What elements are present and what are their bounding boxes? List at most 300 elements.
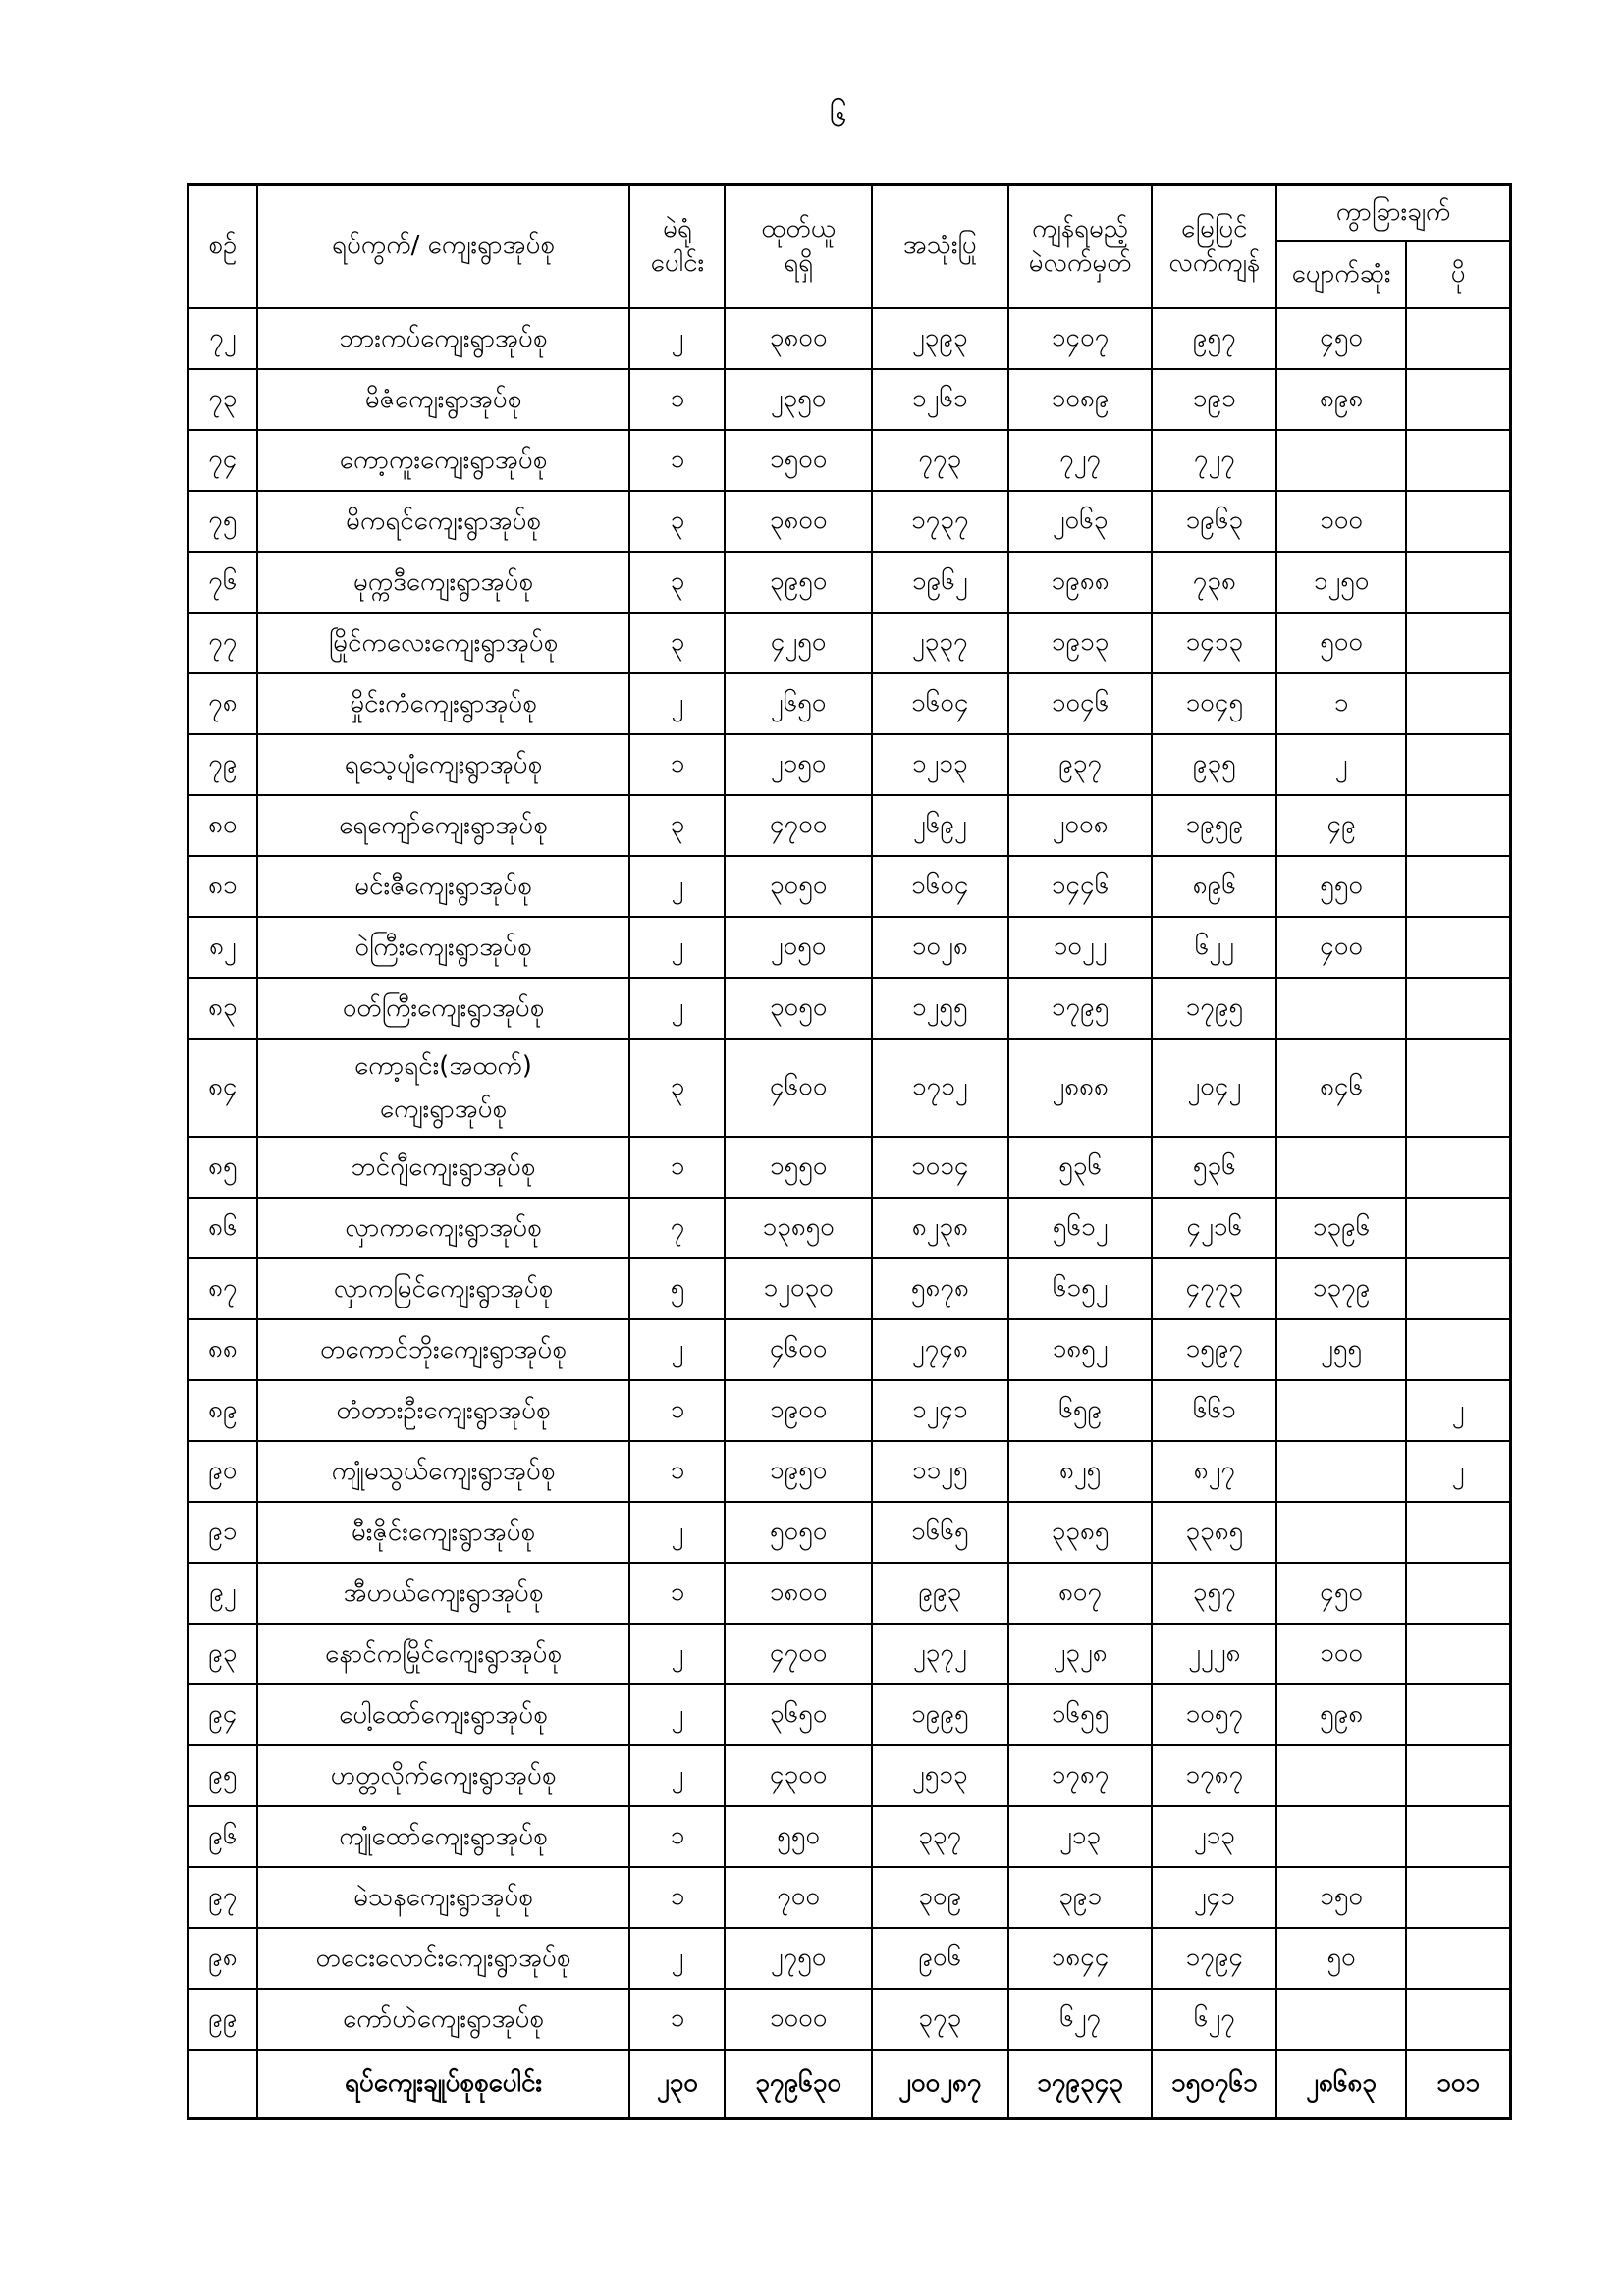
cell-used: ၁၆၀၄ <box>872 673 1008 734</box>
village-name-line1: အီဟယ်ကျေးရွာအုပ်စု <box>343 1577 544 1608</box>
cell-remaining: ၁၈၅၂ <box>1008 1319 1153 1380</box>
village-name-line1: မှိုင်းကံကျေးရွာအုပ်စု <box>350 688 537 719</box>
cell-remaining: ၁၄၄၆ <box>1008 856 1153 917</box>
cell-used: ၁၆၀၄ <box>872 856 1008 917</box>
cell-used: ၂၅၁၃ <box>872 1745 1008 1806</box>
total-cell-ground: ၁၅၀၇၆၁ <box>1152 2050 1276 2118</box>
cell-used: ၃၇၃ <box>872 1989 1008 2050</box>
village-name-line1: ဟတ္တလိုက်ကျေးရွာအုပ်စု <box>330 1760 557 1790</box>
cell-no: ၈၂ <box>189 917 257 978</box>
cell-ground: ၁၇၉၄ <box>1152 1928 1276 1989</box>
cell-extra <box>1406 1502 1510 1563</box>
cell-issued: ၁၈၀၀ <box>725 1563 872 1624</box>
cell-lost <box>1276 1441 1406 1502</box>
cell-lost: ၁၀၀ <box>1276 1624 1406 1684</box>
village-name-line1: မိကရင်ကျေးရွာအုပ်စု <box>346 506 541 536</box>
cell-lost: ၈၉၈ <box>1276 369 1406 430</box>
table-row <box>189 673 1511 734</box>
cell-ground: ၁၀၄၅ <box>1152 673 1276 734</box>
cell-stations: ၂ <box>629 1928 725 1989</box>
cell-stations: ၁ <box>629 1137 725 1198</box>
cell-stations: ၃ <box>629 613 725 673</box>
cell-used: ၂၇၄၈ <box>872 1319 1008 1380</box>
cell-remaining: ၉၃၇ <box>1008 734 1153 795</box>
cell-ground: ၁၇၉၅ <box>1152 978 1276 1039</box>
cell-ground: ၁၉၁ <box>1152 369 1276 430</box>
cell-name <box>257 369 630 430</box>
cell-ground: ၈၂၇ <box>1152 1441 1276 1502</box>
table-row <box>189 1198 1511 1258</box>
cell-name <box>257 978 630 1039</box>
village-name-line1: ရသေ့ပျံကျေးရွာအုပ်စု <box>344 749 543 779</box>
cell-no: ၇၅ <box>189 491 257 552</box>
cell-name <box>257 856 630 917</box>
cell-stations: ၁ <box>629 369 725 430</box>
cell-no: ၉၉ <box>189 1989 257 2050</box>
cell-name <box>257 1380 630 1441</box>
cell-issued: ၃၈၀၀ <box>725 308 872 369</box>
cell-ground: ၃၅၇ <box>1152 1563 1276 1624</box>
cell-no: ၈၈ <box>189 1319 257 1380</box>
cell-lost: ၁၃၉၆ <box>1276 1198 1406 1258</box>
cell-ground: ၆၆၁ <box>1152 1380 1276 1441</box>
village-name-line1: ပေါ့ထော်ကျေးရွာအုပ်စု <box>339 1699 548 1730</box>
cell-used: ၉၀၆ <box>872 1928 1008 1989</box>
cell-issued: ၁၅၅၀ <box>725 1137 872 1198</box>
table-row <box>189 1867 1511 1928</box>
cell-remaining: ၈၀၇ <box>1008 1563 1153 1624</box>
table-total-body <box>189 2050 1511 2118</box>
total-cell-issued: ၃၇၉၆၃၀ <box>725 2050 872 2118</box>
cell-ground: ၇၃၈ <box>1152 552 1276 613</box>
cell-used: ၅၈၇၈ <box>872 1258 1008 1319</box>
cell-name <box>257 613 630 673</box>
cell-extra <box>1406 308 1510 369</box>
cell-name <box>257 1806 630 1867</box>
cell-extra <box>1406 613 1510 673</box>
cell-name <box>257 1319 630 1380</box>
header-ground-line1: မြေပြင် <box>1180 213 1248 243</box>
cell-lost: ၁၅၀ <box>1276 1867 1406 1928</box>
cell-extra <box>1406 795 1510 856</box>
cell-extra <box>1406 1198 1510 1258</box>
cell-name <box>257 491 630 552</box>
cell-stations: ၁ <box>629 1806 725 1867</box>
cell-extra <box>1406 552 1510 613</box>
cell-issued: ၄၆၀၀ <box>725 1319 872 1380</box>
cell-stations: ၂ <box>629 917 725 978</box>
cell-remaining: ၆၅၉ <box>1008 1380 1153 1441</box>
header-remaining-line1: ကျန်ရမည့် <box>1032 213 1128 243</box>
cell-lost: ၂ <box>1276 734 1406 795</box>
cell-no: ၈၆ <box>189 1198 257 1258</box>
cell-stations: ၂ <box>629 856 725 917</box>
cell-remaining: ၂၀၀၈ <box>1008 795 1153 856</box>
cell-remaining: ၁၇၉၅ <box>1008 978 1153 1039</box>
cell-issued: ၃၀၅၀ <box>725 978 872 1039</box>
cell-lost: ၄၅၀ <box>1276 1563 1406 1624</box>
cell-used: ၁၇၁၂ <box>872 1039 1008 1137</box>
cell-no: ၈၅ <box>189 1137 257 1198</box>
cell-stations: ၃ <box>629 1039 725 1137</box>
cell-name <box>257 1684 630 1745</box>
cell-issued: ၁၉၅၀ <box>725 1441 872 1502</box>
header-ground-balance <box>1152 185 1276 309</box>
table-row <box>189 856 1511 917</box>
cell-lost <box>1276 1745 1406 1806</box>
cell-remaining: ၃၉၁ <box>1008 1867 1153 1928</box>
header-used: အသုံးပြု <box>872 185 1008 309</box>
cell-extra <box>1406 1867 1510 1928</box>
cell-issued: ၄၇၀၀ <box>725 1624 872 1684</box>
table-row <box>189 1380 1511 1441</box>
cell-remaining: ၅၃၆ <box>1008 1137 1153 1198</box>
cell-issued: ၃၉၅၀ <box>725 552 872 613</box>
cell-name <box>257 1867 630 1928</box>
village-name-line1: ကော့ရင်း(အထက်) <box>353 1050 532 1081</box>
cell-lost <box>1276 1380 1406 1441</box>
cell-used: ၃၀၉ <box>872 1867 1008 1928</box>
cell-issued: ၂၁၅၀ <box>725 734 872 795</box>
table-row <box>189 1258 1511 1319</box>
cell-stations: ၇ <box>629 1198 725 1258</box>
cell-extra: ၂ <box>1406 1380 1510 1441</box>
cell-ground: ၆၂၇ <box>1152 1989 1276 2050</box>
cell-lost: ၅၀ <box>1276 1928 1406 1989</box>
cell-issued: ၄၃၀၀ <box>725 1745 872 1806</box>
table-row <box>189 430 1511 491</box>
cell-used: ၁၇၃၇ <box>872 491 1008 552</box>
cell-remaining: ၆၂၇ <box>1008 1989 1153 2050</box>
cell-lost <box>1276 978 1406 1039</box>
table-row <box>189 1502 1511 1563</box>
table-row <box>189 978 1511 1039</box>
cell-ground: ၂၁၃ <box>1152 1806 1276 1867</box>
cell-extra <box>1406 917 1510 978</box>
cell-no: ၇၈ <box>189 673 257 734</box>
cell-remaining: ၅၆၁၂ <box>1008 1198 1153 1258</box>
cell-lost <box>1276 430 1406 491</box>
cell-stations: ၂ <box>629 1319 725 1380</box>
cell-stations: ၃ <box>629 552 725 613</box>
table-row <box>189 1745 1511 1806</box>
cell-remaining: ၁၄၀၇ <box>1008 308 1153 369</box>
village-name-line1: မီးဇိုင်းကျေးရွာအုပ်စု <box>351 1517 536 1547</box>
village-name-line1: တကောင်ဘိုးကျေးရွာအုပ်စု <box>320 1334 567 1364</box>
table-row <box>189 1684 1511 1745</box>
cell-lost: ၄၉ <box>1276 795 1406 856</box>
cell-no: ၉၃ <box>189 1624 257 1684</box>
cell-stations: ၂ <box>629 673 725 734</box>
cell-name <box>257 1137 630 1198</box>
cell-no: ၇၂ <box>189 308 257 369</box>
village-name-line1: နောင်ကမြိုင်ကျေးရွာအုပ်စု <box>324 1638 562 1669</box>
table-row <box>189 1319 1511 1380</box>
cell-lost: ၁၃၇၉ <box>1276 1258 1406 1319</box>
cell-ground: ၉၅၇ <box>1152 308 1276 369</box>
cell-stations: ၂ <box>629 308 725 369</box>
cell-stations: ၅ <box>629 1258 725 1319</box>
total-cell-used: ၂၀၀၂၈၇ <box>872 2050 1008 2118</box>
cell-extra <box>1406 1684 1510 1745</box>
table-body <box>189 308 1511 2050</box>
cell-lost: ၅၀၀ <box>1276 613 1406 673</box>
cell-no: ၈၇ <box>189 1258 257 1319</box>
table-row <box>189 552 1511 613</box>
village-name-line1: ရေကျော်ကျေးရွာအုပ်စု <box>339 810 548 840</box>
cell-issued: ၅၀၅၀ <box>725 1502 872 1563</box>
cell-used: ၂၆၉၂ <box>872 795 1008 856</box>
cell-used: ၁၆၆၅ <box>872 1502 1008 1563</box>
cell-name <box>257 1624 630 1684</box>
cell-no: ၉၀ <box>189 1441 257 1502</box>
cell-ground: ၉၃၅ <box>1152 734 1276 795</box>
table-row <box>189 613 1511 673</box>
cell-name <box>257 1502 630 1563</box>
cell-stations: ၃ <box>629 491 725 552</box>
cell-name <box>257 1745 630 1806</box>
cell-issued: ၂၃၅၀ <box>725 369 872 430</box>
cell-no: ၉၆ <box>189 1806 257 1867</box>
cell-ground: ၁၄၁၃ <box>1152 613 1276 673</box>
cell-lost: ၅၉၈ <box>1276 1684 1406 1745</box>
table-header <box>189 185 1511 309</box>
table-row <box>189 1806 1511 1867</box>
cell-extra <box>1406 1745 1510 1806</box>
table-row <box>189 795 1511 856</box>
village-name-line1: မင်းဇီကျေးရွာအုပ်စု <box>354 871 532 901</box>
cell-extra <box>1406 491 1510 552</box>
table-row <box>189 491 1511 552</box>
cell-stations: ၁ <box>629 1441 725 1502</box>
header-extra: ပို <box>1406 241 1510 308</box>
cell-remaining: ၇၂၇ <box>1008 430 1153 491</box>
cell-name <box>257 552 630 613</box>
cell-extra <box>1406 1989 1510 2050</box>
cell-remaining: ၁၇၈၇ <box>1008 1745 1153 1806</box>
cell-used: ၂၃၇၂ <box>872 1624 1008 1684</box>
total-cell-no <box>189 2050 257 2118</box>
cell-ground: ၁၀၅၇ <box>1152 1684 1276 1745</box>
table-row <box>189 917 1511 978</box>
cell-ground: ၃၃၈၅ <box>1152 1502 1276 1563</box>
cell-remaining: ၂၈၈၈ <box>1008 1039 1153 1137</box>
page-number: ၆ <box>830 96 847 133</box>
cell-lost: ၁၂၅၀ <box>1276 552 1406 613</box>
total-cell-stations: ၂၃၀ <box>629 2050 725 2118</box>
village-name-line1: ဝဲကြီးကျေးရွာအုပ်စု <box>354 932 532 962</box>
header-issued-line2: ရရှိ <box>784 248 814 278</box>
cell-remaining: ၂၁၃ <box>1008 1806 1153 1867</box>
cell-no: ၇၄ <box>189 430 257 491</box>
cell-name <box>257 1989 630 2050</box>
cell-no: ၈၁ <box>189 856 257 917</box>
cell-stations: ၁ <box>629 734 725 795</box>
village-name-line1: ကော့ကူးကျေးရွာအုပ်စု <box>339 445 548 475</box>
cell-name <box>257 1928 630 1989</box>
cell-issued: ၄၆၀၀ <box>725 1039 872 1137</box>
cell-no: ၉၂ <box>189 1563 257 1624</box>
cell-name <box>257 1258 630 1319</box>
cell-lost: ၈၄၆ <box>1276 1039 1406 1137</box>
cell-used: ၉၉၃ <box>872 1563 1008 1624</box>
header-lost: ပျောက်ဆုံး <box>1276 241 1406 308</box>
table-row <box>189 308 1511 369</box>
cell-ground: ၄၇၇၃ <box>1152 1258 1276 1319</box>
village-name-line1: တံတားဦးကျေးရွာအုပ်စု <box>336 1395 551 1425</box>
cell-issued: ၄၇၀၀ <box>725 795 872 856</box>
total-cell-extra: ၁၀၁ <box>1406 2050 1510 2118</box>
village-name-line1: လှာကမြင်ကျေးရွာအုပ်စု <box>333 1273 554 1304</box>
cell-extra <box>1406 1137 1510 1198</box>
village-name-line1: မြိုင်ကလေးကျေးရွာအုပ်စု <box>328 627 559 658</box>
cell-stations: ၂ <box>629 1745 725 1806</box>
cell-issued: ၃၆၅၀ <box>725 1684 872 1745</box>
cell-remaining: ၁၈၄၄ <box>1008 1928 1153 1989</box>
header-ground-line2: လက်ကျန် <box>1168 248 1261 278</box>
cell-stations: ၁ <box>629 1380 725 1441</box>
village-name-line1: ဘင်ဂျီကျေးရွာအုပ်စု <box>351 1151 536 1182</box>
cell-no: ၉၅ <box>189 1745 257 1806</box>
cell-remaining: ၂၃၂၈ <box>1008 1624 1153 1684</box>
header-remaining-line2: မဲလက်မှတ် <box>1028 248 1132 278</box>
cell-extra <box>1406 1258 1510 1319</box>
cell-name <box>257 795 630 856</box>
village-name-line1: ဘားကပ်ကျေးရွာအုပ်စု <box>339 323 548 353</box>
table-row <box>189 1563 1511 1624</box>
cell-name <box>257 1198 630 1258</box>
cell-used: ၁၂၄၁ <box>872 1380 1008 1441</box>
table-row <box>189 1039 1511 1137</box>
header-issued-line1: ထုတ်ယူ <box>761 213 836 243</box>
cell-ground: ၇၂၇ <box>1152 430 1276 491</box>
cell-lost <box>1276 1989 1406 2050</box>
cell-issued: ၁၅၀၀ <box>725 430 872 491</box>
cell-used: ၂၃၉၃ <box>872 308 1008 369</box>
cell-name <box>257 430 630 491</box>
cell-ground: ၂၂၂၈ <box>1152 1624 1276 1684</box>
cell-ground: ၂၄၁ <box>1152 1867 1276 1928</box>
cell-used: ၃၃၇ <box>872 1806 1008 1867</box>
cell-extra <box>1406 1806 1510 1867</box>
village-name-line1: မိဇံကျေးရွာအုပ်စု <box>364 384 522 414</box>
cell-used: ၁၀၂၈ <box>872 917 1008 978</box>
cell-used: ၁၂၁၃ <box>872 734 1008 795</box>
cell-extra <box>1406 673 1510 734</box>
header-ward-village: ရပ်ကွက်/ ကျေးရွာအုပ်စု <box>257 185 630 309</box>
cell-remaining: ၁၆၅၅ <box>1008 1684 1153 1745</box>
cell-ground: ၅၃၆ <box>1152 1137 1276 1198</box>
cell-stations: ၂ <box>629 1684 725 1745</box>
village-name-line2: ကျေးရွာအုပ်စု <box>379 1095 508 1124</box>
header-row-1 <box>189 185 1511 242</box>
cell-ground: ၁၇၈၇ <box>1152 1745 1276 1806</box>
ballot-accounting-table <box>187 183 1512 2120</box>
cell-lost: ၁၀၀ <box>1276 491 1406 552</box>
cell-no: ၈၀ <box>189 795 257 856</box>
cell-extra <box>1406 369 1510 430</box>
header-remaining-ballots <box>1008 185 1153 309</box>
cell-lost: ၄၀၀ <box>1276 917 1406 978</box>
cell-remaining: ၃၃၈၅ <box>1008 1502 1153 1563</box>
header-issued <box>725 185 872 309</box>
cell-no: ၉၄ <box>189 1684 257 1745</box>
cell-stations: ၂ <box>629 978 725 1039</box>
cell-extra <box>1406 1928 1510 1989</box>
cell-no: ၈၉ <box>189 1380 257 1441</box>
cell-lost: ၂၅၅ <box>1276 1319 1406 1380</box>
table-row <box>189 1928 1511 1989</box>
cell-stations: ၃ <box>629 795 725 856</box>
total-cell-remaining: ၁၇၉၃၄၃ <box>1008 2050 1153 2118</box>
cell-stations: ၁ <box>629 1563 725 1624</box>
header-polling-stations-line1: မဲရုံ <box>662 213 692 243</box>
table-row <box>189 734 1511 795</box>
header-polling-stations-line2: ပေါင်း <box>650 248 705 278</box>
cell-name <box>257 734 630 795</box>
cell-no: ၇၇ <box>189 613 257 673</box>
cell-name <box>257 917 630 978</box>
cell-lost: ၅၅၀ <box>1276 856 1406 917</box>
cell-ground: ၁၉၆၃ <box>1152 491 1276 552</box>
cell-stations: ၁ <box>629 430 725 491</box>
table-row <box>189 1989 1511 2050</box>
cell-extra <box>1406 1319 1510 1380</box>
village-name-line1: ကျုံမသွယ်ကျေးရွာအုပ်စု <box>331 1456 556 1486</box>
village-name-line1: ကော်ဟဲကျေးရွာအုပ်စု <box>343 2003 544 2034</box>
cell-lost <box>1276 1137 1406 1198</box>
cell-used: ၁၉၉၅ <box>872 1684 1008 1745</box>
cell-ground: ၄၂၁၆ <box>1152 1198 1276 1258</box>
header-polling-stations <box>629 185 725 309</box>
total-cell-lost: ၂၈၆၈၃ <box>1276 2050 1406 2118</box>
cell-stations: ၂ <box>629 1502 725 1563</box>
cell-issued: ၃၀၅၀ <box>725 856 872 917</box>
table-row <box>189 1441 1511 1502</box>
village-name-line1: လှာကာကျေးရွာအုပ်စု <box>345 1212 542 1243</box>
cell-ground: ၆၂၂ <box>1152 917 1276 978</box>
cell-no: ၇၃ <box>189 369 257 430</box>
cell-used: ၁၂၆၁ <box>872 369 1008 430</box>
cell-used: ၇၇၃ <box>872 430 1008 491</box>
cell-stations: ၁ <box>629 1867 725 1928</box>
cell-lost <box>1276 1502 1406 1563</box>
cell-issued: ၂၆၅၀ <box>725 673 872 734</box>
cell-remaining: ၈၂၅ <box>1008 1441 1153 1502</box>
cell-name <box>257 1441 630 1502</box>
cell-name <box>257 673 630 734</box>
cell-remaining: ၂၀၆၃ <box>1008 491 1153 552</box>
cell-used: ၁၁၂၅ <box>872 1441 1008 1502</box>
cell-used: ၈၂၃၈ <box>872 1198 1008 1258</box>
cell-remaining: ၁၀၄၆ <box>1008 673 1153 734</box>
cell-issued: ၁၉၀၀ <box>725 1380 872 1441</box>
cell-name <box>257 308 630 369</box>
cell-remaining: ၆၁၅၂ <box>1008 1258 1153 1319</box>
cell-remaining: ၁၀၂၂ <box>1008 917 1153 978</box>
cell-lost: ၄၅၀ <box>1276 308 1406 369</box>
cell-ground: ၈၉၆ <box>1152 856 1276 917</box>
table-row <box>189 1624 1511 1684</box>
cell-extra <box>1406 856 1510 917</box>
village-name-line1: တငေးလောင်းကျေးရွာအုပ်စု <box>315 1943 571 1973</box>
cell-name <box>257 1039 630 1137</box>
cell-issued: ၃၈၀၀ <box>725 491 872 552</box>
total-label: ရပ်ကျေးချုပ်စုစုပေါင်း <box>257 2050 630 2118</box>
village-name-line1: မဲသနကျေးရွာအုပ်စု <box>353 1882 533 1912</box>
total-row <box>189 2050 1511 2118</box>
cell-lost <box>1276 1806 1406 1867</box>
